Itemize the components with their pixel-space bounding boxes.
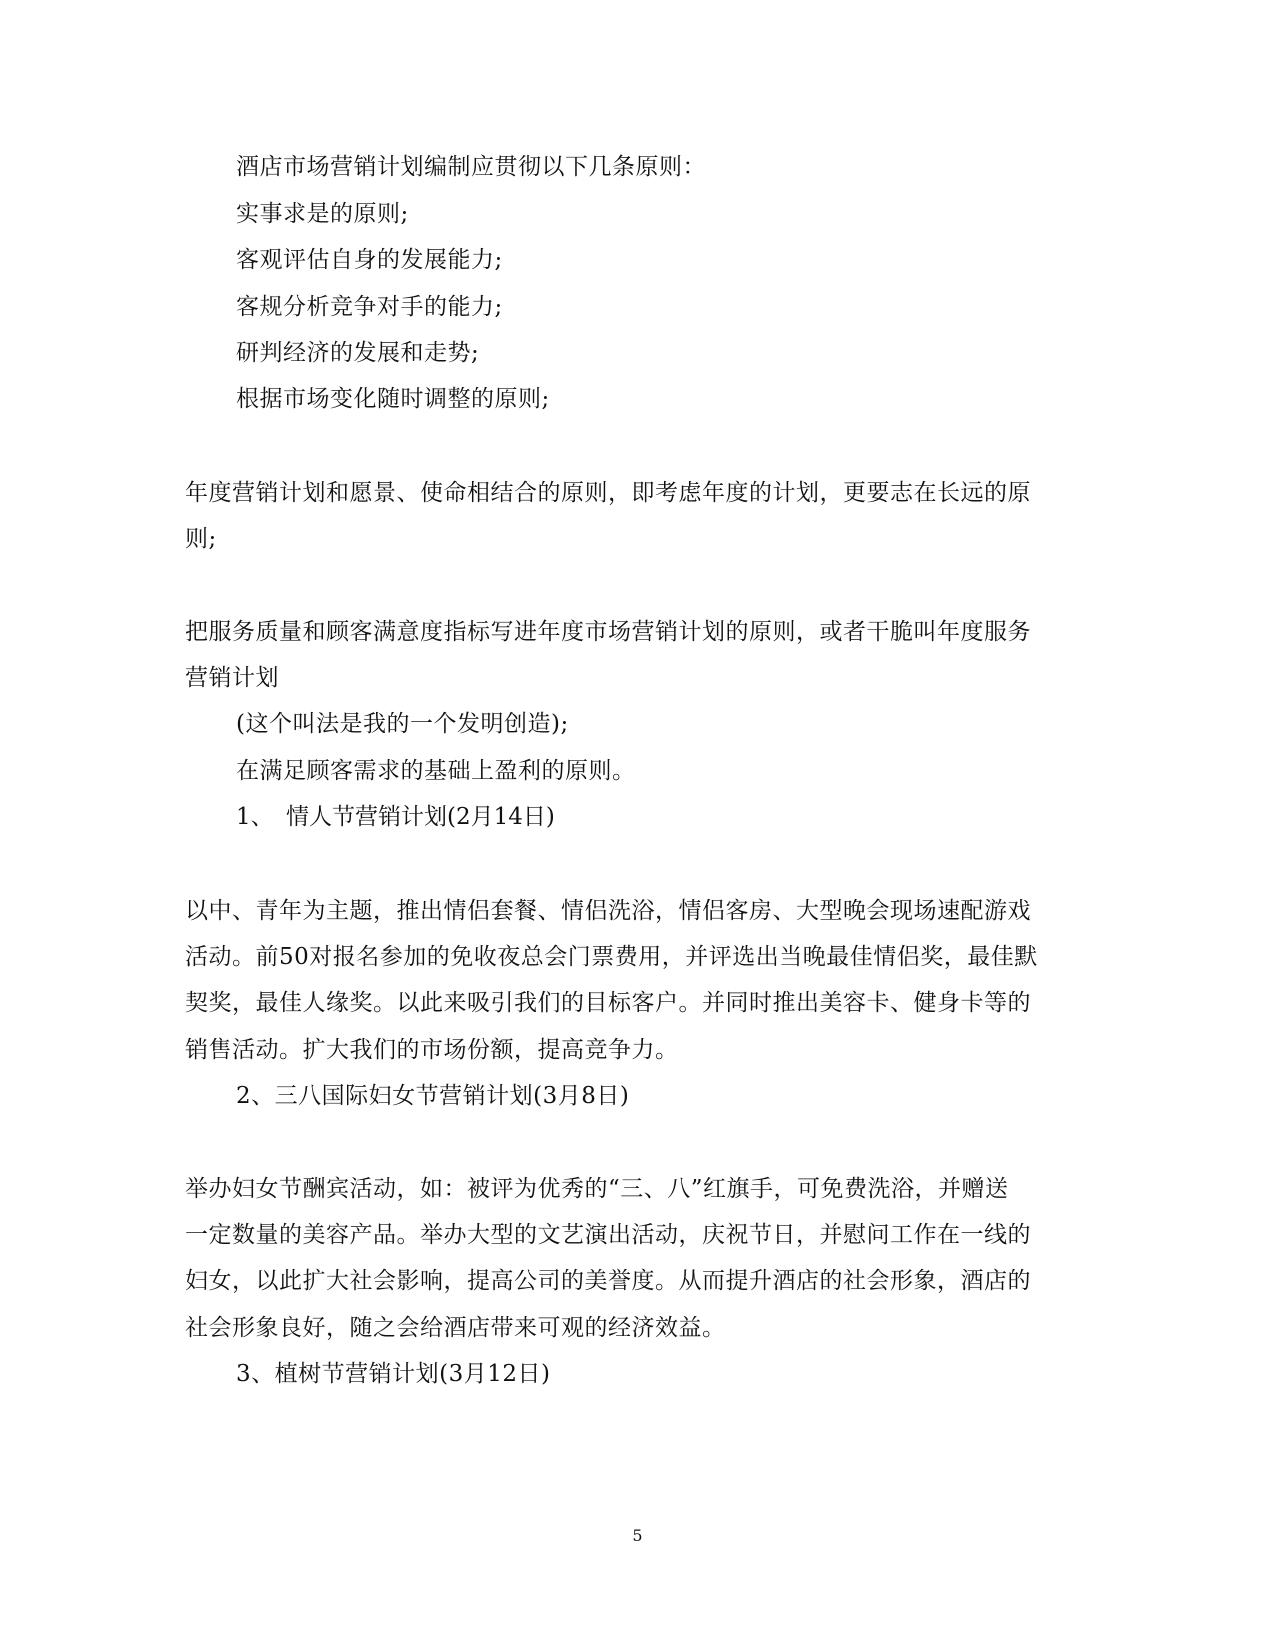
- profit-principle: 在满足顾客需求的基础上盈利的原则。: [236, 758, 636, 784]
- paragraph-line: 把服务质量和顾客满意度指标写进年度市场营销计划的原则，或者干脆叫年度服务: [185, 619, 1031, 645]
- paragraph-line: 一定数量的美容产品。举办大型的文艺演出活动，庆祝节日，并慰问工作在一线的: [185, 1222, 1031, 1248]
- paragraph-line: 年度营销计划和愿景、使命相结合的原则，即考虑年度的计划，更要志在长远的原: [185, 480, 1031, 506]
- principle-item: 实事求是的原则;: [236, 201, 409, 227]
- principle-item: 客观评估自身的发展能力;: [236, 247, 503, 273]
- principle-item: 客规分析竞争对手的能力;: [236, 294, 503, 320]
- principles-intro: 酒店市场营销计划编制应贯彻以下几条原则：: [236, 154, 706, 180]
- paragraph-line: 销售活动。扩大我们的市场份额，提高竞争力。: [185, 1037, 679, 1063]
- paragraph-line: 以中、青年为主题，推出情侣套餐、情侣洗浴，情侣客房、大型晚会现场速配游戏: [185, 898, 1031, 924]
- section-title: 情人节营销计划(2月14日): [286, 804, 555, 830]
- paragraph-line: 契奖，最佳人缘奖。以此来吸引我们的目标客户。并同时推出美容卡、健身卡等的: [185, 990, 1031, 1016]
- principle-item: 研判经济的发展和走势;: [236, 340, 480, 366]
- principle-item: 根据市场变化随时调整的原则;: [236, 386, 550, 412]
- section-number: 1、: [236, 804, 274, 830]
- paragraph-line: 营销计划: [185, 665, 279, 691]
- paragraph-line: 则;: [185, 526, 217, 552]
- service-note: (这个叫法是我的一个发明创造);: [236, 711, 569, 737]
- page-number: 5: [632, 1526, 643, 1545]
- section-heading: 3、植树节营销计划(3月12日): [236, 1361, 551, 1387]
- section-heading: 2、三八国际妇女节营销计划(3月8日): [236, 1083, 630, 1109]
- paragraph-line: 举办妇女节酬宾活动，如：被评为优秀的“三、八”红旗手，可免费洗浴，并赠送: [185, 1176, 1009, 1202]
- paragraph-line: 活动。前50对报名参加的免收夜总会门票费用，并评选出当晚最佳情侣奖，最佳默: [185, 944, 1038, 970]
- section-heading: [236, 802, 555, 832]
- paragraph-line: 妇女，以此扩大社会影响，提高公司的美誉度。从而提升酒店的社会形象，酒店的: [185, 1268, 1031, 1294]
- paragraph-line: 社会形象良好，随之会给酒店带来可观的经济效益。: [185, 1315, 726, 1341]
